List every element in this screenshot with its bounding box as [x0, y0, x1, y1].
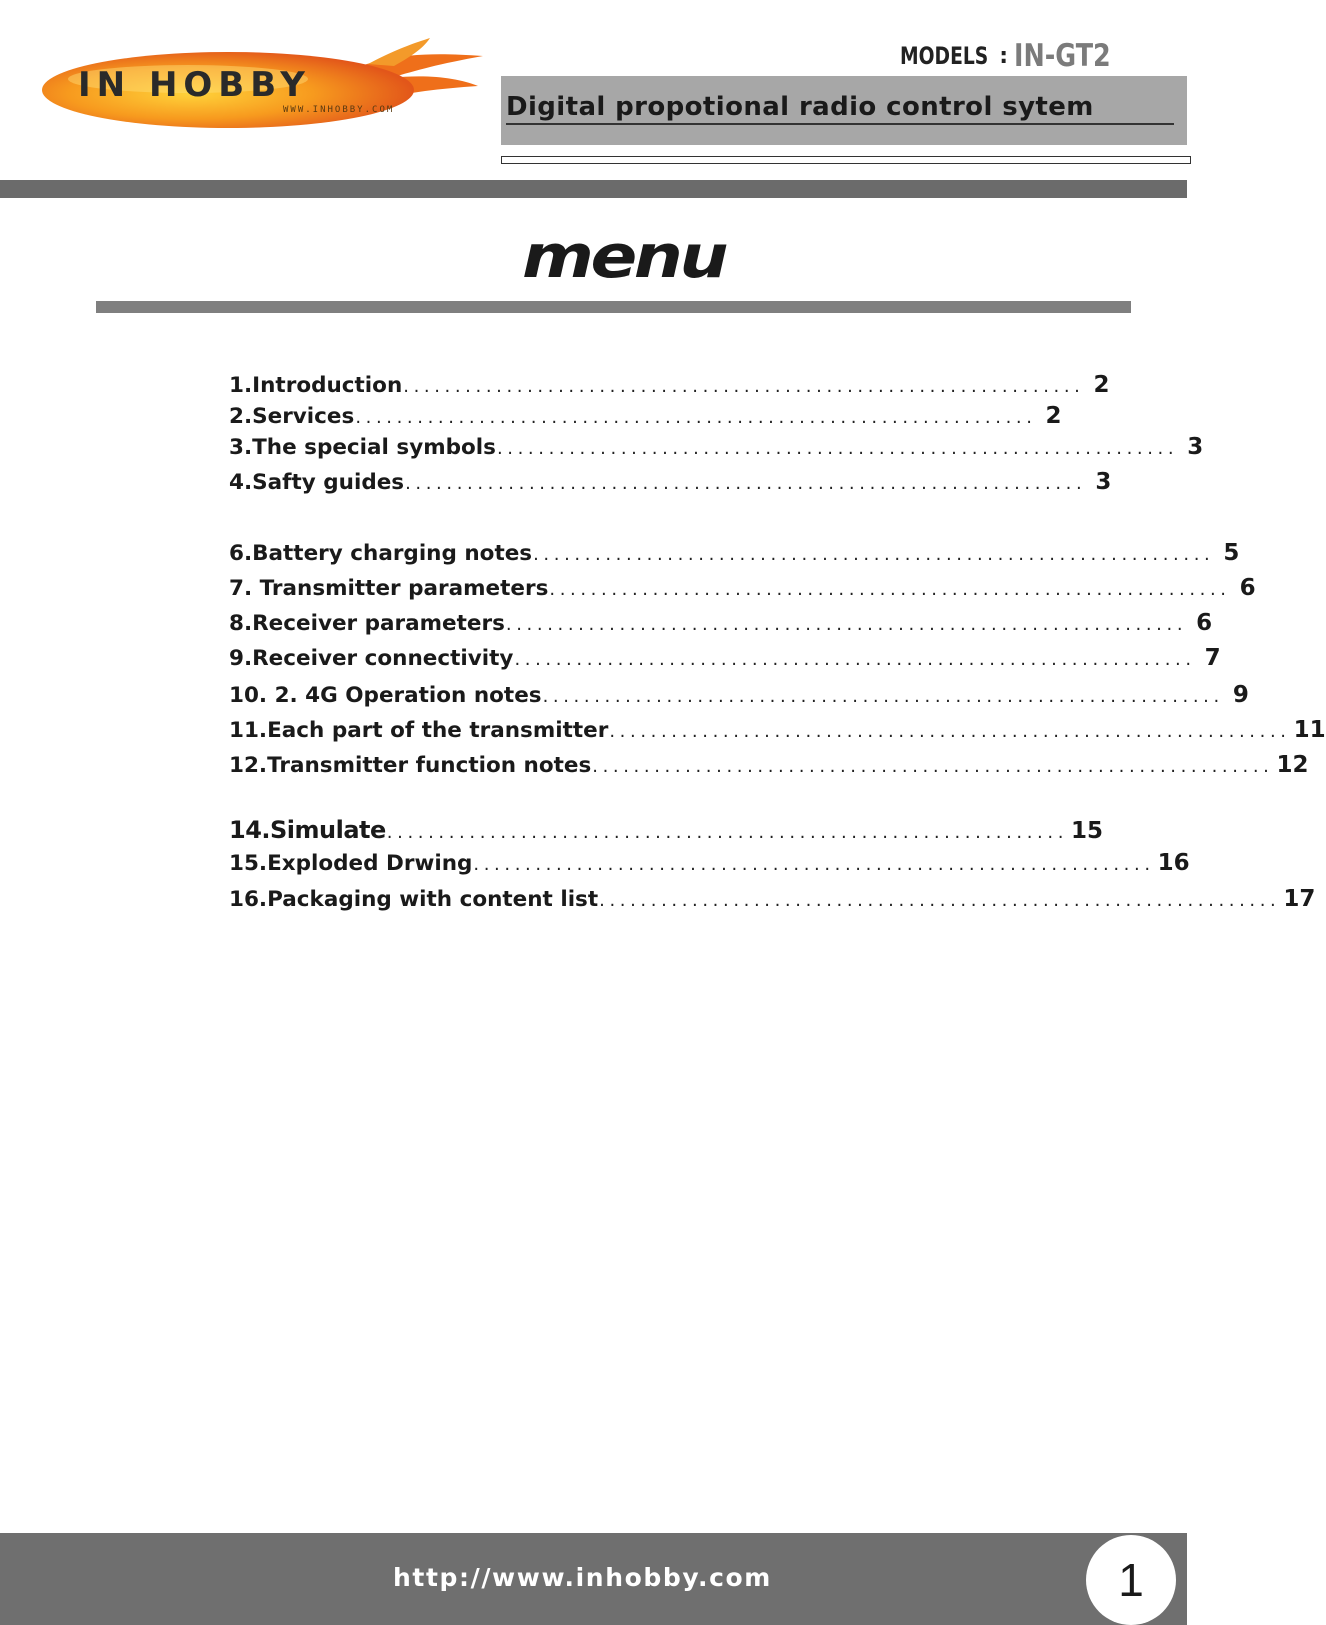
dot-leader: ..................................................................	[473, 854, 1155, 875]
toc-entry-page: 11	[1293, 717, 1326, 743]
dot-leader: ..................................................................	[514, 649, 1196, 670]
toc-entry-page: 2	[1045, 403, 1062, 429]
toc-entry-title: 11.Each part of the transmitter	[229, 718, 609, 743]
toc-entry[interactable]	[229, 682, 1249, 712]
menu-heading: menu	[522, 222, 726, 292]
toc-entry[interactable]	[229, 540, 1240, 570]
model-name: IN-GT2	[1014, 38, 1111, 74]
toc-entry-title: 9.Receiver connectivity	[229, 646, 514, 671]
flame-logo-icon	[38, 34, 488, 134]
header-band	[0, 180, 1187, 198]
page-number: 1	[1118, 1554, 1144, 1606]
toc-entry-page: 16	[1157, 850, 1190, 876]
toc-entry-page: 2	[1093, 372, 1110, 398]
toc-entry[interactable]	[229, 886, 1316, 916]
dot-leader: ..................................................................	[549, 579, 1231, 600]
dot-leader: ..................................................................	[609, 721, 1291, 742]
dot-leader: ..................................................................	[386, 822, 1069, 843]
toc-entry-title: 14.Simulate	[229, 816, 386, 844]
dot-leader: ..................................................................	[496, 438, 1179, 459]
toc-entry-page: 3	[1187, 434, 1204, 460]
toc-entry[interactable]	[229, 645, 1221, 675]
website-link[interactable]: http://www.inhobby.com	[393, 1563, 772, 1592]
toc-entry-page: 3	[1095, 469, 1112, 495]
toc-entry[interactable]	[229, 850, 1190, 880]
toc-entry[interactable]	[229, 372, 1110, 402]
toc-entry-page: 17	[1283, 886, 1316, 912]
heading-rule	[96, 301, 1131, 313]
toc-entry[interactable]	[229, 610, 1213, 640]
toc-entry-title: 10. 2. 4G Operation notes	[229, 683, 542, 708]
toc-entry-title: 16.Packaging with content list	[229, 887, 599, 912]
models-label: MODELS	[900, 42, 989, 70]
toc-entry[interactable]	[229, 403, 1062, 433]
dot-leader: ..................................................................	[542, 686, 1224, 707]
dot-leader: ..................................................................	[599, 890, 1281, 911]
header-divider-box	[501, 156, 1191, 164]
models-separator: :	[999, 43, 1008, 69]
toc-entry-title: 15.Exploded Drwing	[229, 851, 473, 876]
dot-leader: ..................................................................	[505, 614, 1188, 635]
dot-leader: ..................................................................	[592, 756, 1274, 777]
toc-entry-title: 7. Transmitter parameters	[229, 576, 549, 601]
inhobby-logo	[38, 34, 488, 134]
toc-entry-page: 9	[1232, 682, 1249, 708]
dot-leader: ..................................................................	[533, 544, 1215, 565]
toc-entry[interactable]	[229, 434, 1204, 464]
dot-leader: ..................................................................	[403, 376, 1085, 397]
toc-entry-title: 6.Battery charging notes	[229, 541, 533, 566]
toc-entry-title: 3.The special symbols	[229, 435, 496, 460]
toc-entry[interactable]	[229, 469, 1112, 499]
toc-entry-page: 12	[1276, 752, 1309, 778]
toc-entry-page: 7	[1204, 645, 1221, 671]
toc-entry-title: 4.Safty guides	[229, 470, 405, 495]
toc-entry-page: 6	[1239, 575, 1256, 601]
title-underline	[506, 123, 1174, 125]
document-title: Digital propotional radio control sytem	[506, 92, 1094, 122]
dot-leader: ..................................................................	[405, 473, 1087, 494]
toc-entry-title: 1.Introduction	[229, 373, 403, 398]
toc-entry[interactable]	[229, 717, 1326, 747]
dot-leader: ..................................................................	[355, 407, 1037, 428]
toc-entry-title: 12.Transmitter function notes	[229, 753, 592, 778]
toc-entry-title: 8.Receiver parameters	[229, 611, 505, 636]
toc-entry[interactable]	[229, 575, 1256, 605]
svg-text:WWW.INHOBBY.COM: WWW.INHOBBY.COM	[283, 105, 395, 115]
model-label	[900, 36, 1160, 76]
toc-entry-page: 15	[1071, 818, 1104, 844]
toc-entry-title: 2.Services	[229, 404, 355, 429]
toc-entry[interactable]	[229, 752, 1309, 782]
toc-entry-page: 5	[1223, 540, 1240, 566]
toc-entry-page: 6	[1196, 610, 1213, 636]
toc-entry[interactable]	[229, 816, 1104, 846]
logo-text: IN HOBBY	[78, 65, 311, 105]
